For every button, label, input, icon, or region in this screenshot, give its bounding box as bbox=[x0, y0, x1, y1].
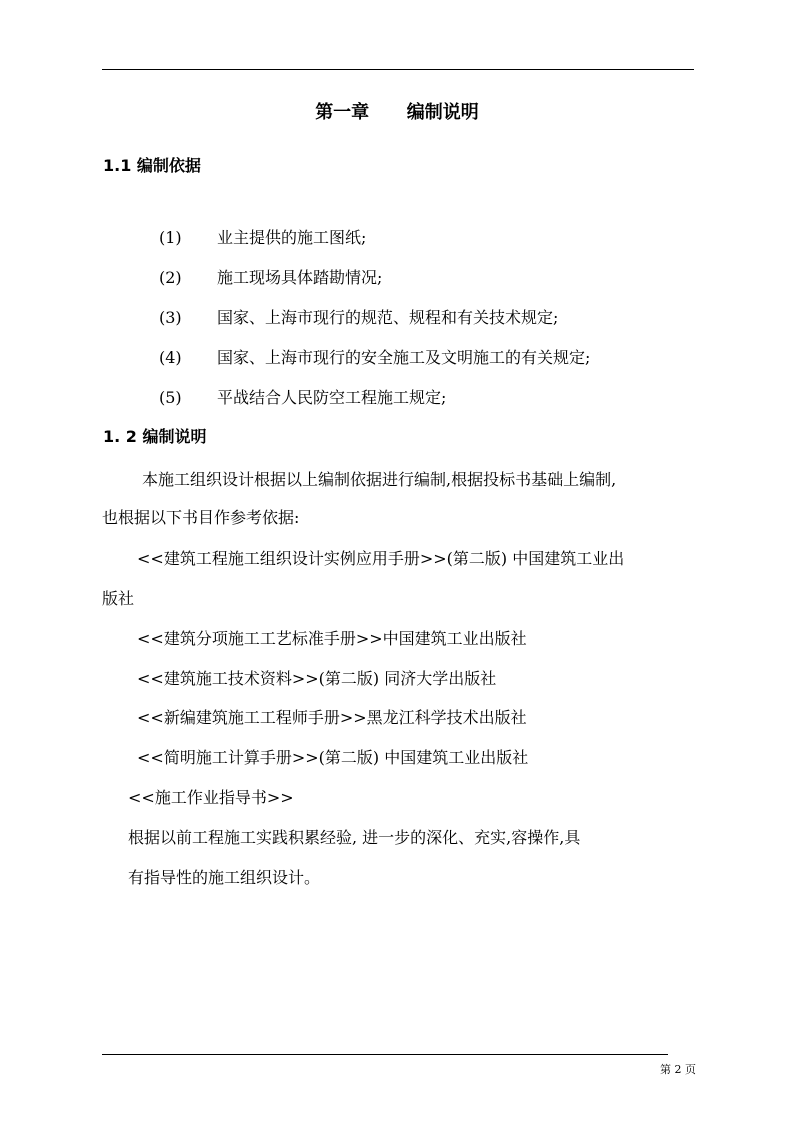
chapter-title: 第一章 编制说明 bbox=[315, 102, 479, 123]
intro-paragraph-line-2: 也根据以下书目作参考依据: bbox=[102, 508, 300, 527]
reference-item: <<建筑施工技术资料>>(第二版) 同济大学出版社 bbox=[137, 669, 497, 688]
list-item-number: (2) bbox=[159, 268, 182, 287]
intro-paragraph-line-1: 本施工组织设计根据以上编制依据进行编制,根据投标书基础上编制, bbox=[142, 470, 617, 489]
list-item-text: 平战结合人民防空工程施工规定; bbox=[217, 388, 447, 407]
footer-rule bbox=[102, 1054, 668, 1055]
reference-item: <<新编建筑施工工程师手册>>黑龙江科学技术出版社 bbox=[137, 708, 527, 727]
list-item-text: 国家、上海市现行的规范、规程和有关技术规定; bbox=[217, 308, 559, 327]
list-item bbox=[159, 306, 590, 346]
page-number: 第 2 页 bbox=[660, 1063, 696, 1076]
section-heading-description: 1. 2 编制说明 bbox=[103, 427, 207, 446]
reference-item-continuation: 版社 bbox=[102, 589, 135, 608]
closing-paragraph-line-2: 有指导性的施工组织设计。 bbox=[128, 868, 321, 887]
reference-item: <<施工作业指导书>> bbox=[128, 788, 294, 807]
basis-list bbox=[159, 226, 590, 426]
list-item-number: (1) bbox=[159, 228, 182, 247]
reference-item: <<建筑分项施工工艺标准手册>>中国建筑工业出版社 bbox=[137, 629, 527, 648]
list-item-number: (5) bbox=[159, 388, 182, 407]
header-rule bbox=[102, 69, 694, 70]
list-item-text: 国家、上海市现行的安全施工及文明施工的有关规定; bbox=[217, 348, 591, 367]
list-item-text: 业主提供的施工图纸; bbox=[217, 228, 367, 247]
reference-item: <<简明施工计算手册>>(第二版) 中国建筑工业出版社 bbox=[137, 748, 529, 767]
list-item bbox=[159, 226, 590, 266]
list-item-text: 施工现场具体踏勘情况; bbox=[217, 268, 383, 287]
list-item-number: (4) bbox=[159, 348, 182, 367]
section-heading-basis: 1.1 编制依据 bbox=[103, 156, 201, 175]
closing-paragraph-line-1: 根据以前工程施工实践积累经验, 进一步的深化、充实,容操作,具 bbox=[128, 828, 581, 847]
list-item bbox=[159, 346, 590, 386]
list-item bbox=[159, 386, 590, 426]
list-item bbox=[159, 266, 590, 306]
list-item-number: (3) bbox=[159, 308, 182, 327]
reference-item: <<建筑工程施工组织设计实例应用手册>>(第二版) 中国建筑工业出 bbox=[137, 549, 625, 568]
